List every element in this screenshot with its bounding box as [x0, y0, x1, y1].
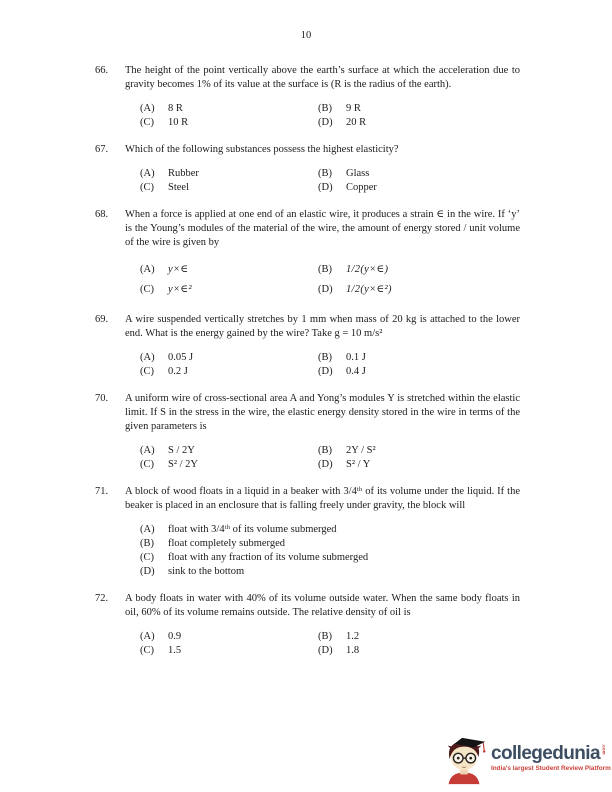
option-label: (D) — [318, 645, 333, 656]
option-68-A — [140, 260, 318, 280]
question-text: A block of wood floats in a liquid in a beaker with 3/4ᵗʰ of its volume under the liquid. If the beaker is placed in an enclosure that is falling freely under gravity, the block will — [125, 486, 520, 511]
option-69-D — [318, 365, 520, 379]
option-text: Copper — [346, 182, 377, 193]
option-label: (C) — [140, 284, 154, 295]
option-71-D — [140, 565, 520, 579]
options-69 — [140, 351, 520, 379]
option-label: (A) — [140, 524, 155, 535]
options-66 — [140, 102, 520, 130]
option-text: 0.2 J — [168, 366, 188, 377]
option-label: (A) — [140, 352, 155, 363]
option-text: 10 R — [168, 117, 189, 128]
collegedunia-mascot-icon — [439, 737, 489, 790]
collegedunia-domain-suffix: .com — [601, 744, 607, 755]
options-68 — [140, 260, 520, 300]
option-text: sink to the bottom — [168, 566, 245, 577]
option-72-D — [318, 644, 520, 658]
option-text: 0.4 J — [346, 366, 366, 377]
question-71 — [95, 485, 520, 579]
option-label: (B) — [318, 352, 332, 363]
option-label: (D) — [318, 182, 333, 193]
question-text: A uniform wire of cross-sectional area A and Yong’s modules Y is stretched within the elastic limit. If S in the stress in the wire, the elastic energy density stored in the wire in terms of the given parameters is — [125, 393, 520, 432]
option-label: (A) — [140, 168, 155, 179]
option-label: (D) — [318, 284, 333, 295]
option-66-B — [318, 102, 520, 116]
options-67 — [140, 167, 520, 195]
option-text: 0.9 — [168, 631, 182, 642]
option-text: 8 R — [168, 103, 183, 114]
option-69-A — [140, 351, 318, 365]
options-71 — [140, 523, 520, 579]
option-69-C — [140, 365, 318, 379]
option-70-D — [318, 458, 520, 472]
question-69 — [95, 313, 520, 379]
option-label: (C) — [140, 645, 154, 656]
option-text: 1/2(y×∈²) — [346, 284, 392, 295]
option-text: float with 3/4ᵗʰ of its volume submerged — [168, 524, 337, 535]
option-label: (B) — [318, 631, 332, 642]
option-label: (D) — [318, 459, 333, 470]
option-66-D — [318, 116, 520, 130]
option-label: (A) — [140, 103, 155, 114]
question-number: 71. — [95, 486, 109, 497]
option-label: (C) — [140, 117, 154, 128]
question-number: 67. — [95, 144, 109, 155]
option-text: 20 R — [346, 117, 367, 128]
option-71-C — [140, 551, 520, 565]
option-label: (C) — [140, 459, 154, 470]
option-72-B — [318, 630, 520, 644]
option-label: (C) — [140, 552, 154, 563]
option-70-C — [140, 458, 318, 472]
option-69-B — [318, 351, 520, 365]
options-70 — [140, 444, 520, 472]
question-70 — [95, 392, 520, 472]
option-label: (D) — [318, 117, 333, 128]
questions-list — [95, 64, 520, 658]
question-number: 72. — [95, 593, 109, 604]
option-text: S² / 2Y — [168, 459, 198, 470]
collegedunia-tagline: India's largest Student Review Platform — [491, 765, 611, 772]
question-number: 70. — [95, 393, 109, 404]
question-number: 66. — [95, 65, 109, 76]
option-68-B — [318, 260, 520, 280]
question-text: A body floats in water with 40% of its volume outside water. When the same body floats in oil, 60% of its volume remains outside. The relative density of oil is — [125, 593, 520, 618]
option-67-C — [140, 181, 318, 195]
option-text: y×∈ — [168, 264, 189, 275]
option-label: (B) — [140, 538, 154, 549]
option-label: (B) — [318, 445, 332, 456]
option-text: 1.5 — [168, 645, 182, 656]
option-text: 2Y / S² — [346, 445, 376, 456]
option-label: (C) — [140, 366, 154, 377]
option-text: Steel — [168, 182, 189, 193]
option-text: 9 R — [346, 103, 361, 114]
option-67-D — [318, 181, 520, 195]
question-text: Which of the following substances possess the highest elasticity? — [125, 144, 399, 155]
option-text: float completely submerged — [168, 538, 286, 549]
option-71-A — [140, 523, 520, 537]
collegedunia-wordmark: collegedunia — [491, 743, 600, 764]
question-68 — [95, 208, 520, 300]
option-text: S / 2Y — [168, 445, 195, 456]
option-text: Rubber — [168, 168, 199, 179]
question-text: A wire suspended vertically stretches by 1 mm when mass of 20 kg is attached to the lower end. What is the energy gained by the wire? Take g = 10 m/s² — [125, 314, 520, 339]
option-68-D — [318, 280, 520, 300]
options-72 — [140, 630, 520, 658]
option-label: (B) — [318, 264, 332, 275]
question-number: 69. — [95, 314, 109, 325]
page-number: 10 — [300, 30, 312, 41]
question-number: 68. — [95, 209, 109, 220]
option-label: (B) — [318, 103, 332, 114]
option-label: (B) — [318, 168, 332, 179]
option-text: 1.8 — [346, 645, 360, 656]
option-70-A — [140, 444, 318, 458]
question-text: The height of the point vertically above the earth’s surface at which the acceleration due to gravity becomes 1% of its value at the surface is (R is the radius of the earth). — [125, 65, 520, 90]
collegedunia-logo — [439, 737, 609, 790]
option-text: 1.2 — [346, 631, 360, 642]
option-67-B — [318, 167, 520, 181]
option-label: (C) — [140, 182, 154, 193]
option-text: 0.05 J — [168, 352, 194, 363]
option-text: S² / Y — [346, 459, 371, 470]
question-72 — [95, 592, 520, 658]
option-70-B — [318, 444, 520, 458]
option-text: Glass — [346, 168, 370, 179]
option-label: (A) — [140, 631, 155, 642]
option-label: (A) — [140, 445, 155, 456]
option-label: (A) — [140, 264, 155, 275]
option-text: y×∈² — [168, 284, 192, 295]
option-text: 0.1 J — [346, 352, 366, 363]
option-text: float with any fraction of its volume submerged — [168, 552, 369, 563]
option-66-A — [140, 102, 318, 116]
option-67-A — [140, 167, 318, 181]
question-text: When a force is applied at one end of an elastic wire, it produces a strain ∈ in the wire. If ‘y’ is the Young’s modules of the material of the wire, the amount of energy stored / unit volume of the wire is given by — [125, 209, 520, 248]
question-67 — [95, 143, 520, 195]
option-68-C — [140, 280, 318, 300]
option-66-C — [140, 116, 318, 130]
question-66 — [95, 64, 520, 130]
option-label: (D) — [140, 566, 155, 577]
option-label: (D) — [318, 366, 333, 377]
option-72-A — [140, 630, 318, 644]
option-text: 1/2(y×∈) — [346, 264, 389, 275]
option-71-B — [140, 537, 520, 551]
option-72-C — [140, 644, 318, 658]
